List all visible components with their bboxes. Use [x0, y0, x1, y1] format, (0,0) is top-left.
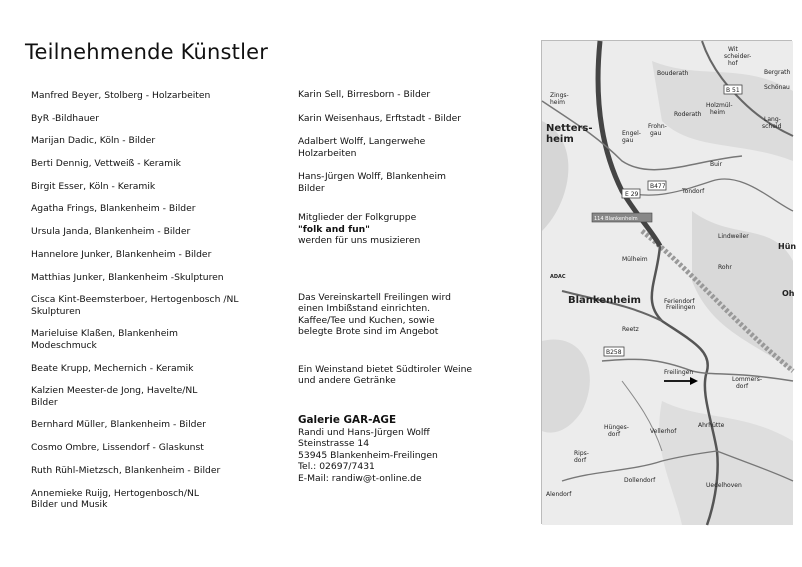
svg-text:dorf: dorf [736, 383, 749, 390]
artist-entry [31, 249, 286, 261]
svg-text:Reetz: Reetz [622, 326, 639, 333]
artist-name: Cisca Kint-Beemsterboer, Hertogenbosch /NL [31, 294, 239, 306]
artist-entry [31, 90, 286, 102]
svg-text:Frohn-: Frohn- [648, 123, 667, 130]
svg-text:scheider-: scheider- [724, 53, 752, 60]
artist-entry [31, 203, 286, 215]
wine-line: Ein Weinstand bietet Südtiroler Weine [298, 363, 473, 375]
artist-entry [31, 363, 286, 375]
svg-text:Rips-: Rips- [574, 450, 589, 457]
location-map [541, 40, 797, 524]
artist-name: Manfred Beyer, Stolberg - Holzarbeiten [31, 90, 211, 101]
svg-text:Wit: Wit [728, 46, 738, 53]
artist-entry [31, 158, 286, 170]
svg-text:Lindweiler: Lindweiler [718, 233, 749, 240]
artist-entry [31, 328, 286, 351]
artist-entry [31, 294, 286, 317]
svg-text:Alendorf: Alendorf [546, 491, 572, 498]
svg-text:Feriendorf: Feriendorf [664, 298, 695, 305]
svg-text:gau: gau [622, 137, 634, 144]
svg-text:gau: gau [650, 130, 662, 137]
svg-text:B477: B477 [650, 183, 666, 190]
folk-line-3: werden für uns musizieren [298, 235, 421, 246]
svg-text:B 51: B 51 [726, 87, 740, 94]
artist-entry [298, 171, 533, 194]
svg-text:ADAC: ADAC [550, 274, 566, 280]
svg-text:Bouderath: Bouderath [657, 70, 689, 77]
folk-line-1: Mitglieder der Folkgruppe [298, 212, 417, 223]
artist-entry [31, 442, 286, 454]
artist-name: Karin Sell, Birresborn - Bilder [298, 89, 431, 100]
svg-text:hof: hof [728, 60, 738, 67]
artist-name: Marieluise Klaßen, Blankenheim [31, 328, 178, 340]
cafe-line: Das Vereinskartell Freilingen wird [298, 291, 451, 303]
artist-medium: Modeschmuck [31, 339, 97, 351]
artist-entry [298, 113, 533, 125]
artist-name: Beate Krupp, Mechernich - Keramik [31, 362, 194, 374]
artist-entry [31, 465, 286, 477]
gallery-address [298, 414, 533, 485]
right-column [298, 89, 533, 484]
svg-text:dorf: dorf [608, 431, 621, 438]
page-title: Teilnehmende Künstler [25, 40, 269, 64]
svg-text:Bergrath: Bergrath [764, 69, 791, 76]
cafe-line: einen Imbißstand einrichten. [298, 303, 431, 314]
artist-entry [31, 488, 286, 511]
svg-text:Hün: Hün [778, 242, 797, 251]
artist-entry [31, 113, 286, 125]
artist-medium: Holzarbeiten [298, 147, 357, 159]
artist-entry [31, 419, 286, 431]
artist-list-right [298, 89, 533, 194]
svg-text:Engel-: Engel- [622, 130, 641, 137]
svg-text:Ahrhütte: Ahrhütte [698, 422, 725, 429]
svg-text:Buir: Buir [710, 161, 723, 168]
svg-text:Zings-: Zings- [550, 92, 569, 99]
artist-name: Birgit Esser, Köln - Keramik [31, 180, 156, 192]
artist-medium: Bilder und Musik [31, 499, 108, 510]
svg-text:Mülheim: Mülheim [622, 256, 648, 263]
svg-text:Lang-: Lang- [764, 116, 781, 123]
artist-name: Karin Weisenhaus, Erftstadt - Bilder [298, 112, 462, 124]
cafe-line: Kaffee/Tee und Kuchen, sowie [298, 314, 435, 326]
wine-notice [298, 364, 533, 387]
artist-name: Cosmo Ombre, Lissendorf - Glaskunst [31, 442, 204, 454]
folk-band-name: "folk and fun" [298, 223, 370, 235]
artist-name: Annemieke Ruijg, Hertogenbosch/NL [31, 487, 199, 499]
gallery-email: E-Mail: randiw@t-online.de [298, 472, 422, 484]
svg-text:heim: heim [550, 99, 566, 106]
artist-entry [31, 181, 286, 193]
svg-text:Blankenheim: Blankenheim [568, 295, 641, 306]
artist-name: Kalzien Meester-de Jong, Havelte/NL [31, 385, 198, 397]
svg-text:Schönau: Schönau [764, 84, 790, 91]
artist-entry [31, 135, 286, 147]
svg-text:Vellerhof: Vellerhof [650, 428, 677, 435]
cafe-line: belegte Brote sind im Angebot [298, 326, 439, 337]
artist-medium: Skulpturen [31, 305, 81, 317]
artist-name: Marijan Dadic, Köln - Bilder [31, 135, 156, 147]
svg-text:Tondorf: Tondorf [682, 188, 705, 195]
gallery-line: Steinstrasse 14 [298, 438, 370, 449]
gallery-line: Randi und Hans-Jürgen Wolff [298, 426, 430, 438]
folk-notice [298, 212, 533, 247]
cafe-notice [298, 292, 533, 338]
artist-entry [31, 385, 286, 408]
map-graphic [542, 41, 797, 525]
artist-list-left [31, 90, 286, 522]
svg-text:Holzmül-: Holzmül- [706, 102, 733, 109]
artist-entry [31, 272, 286, 284]
artist-name: Berti Dennig, Vettweiß - Keramik [31, 158, 181, 170]
artist-name: ByR -Bildhauer [31, 112, 99, 124]
svg-text:114 Blankenheim: 114 Blankenheim [594, 216, 638, 222]
artist-medium: Bilder [298, 182, 325, 194]
artist-entry [31, 226, 286, 238]
svg-text:Freilingen: Freilingen [666, 304, 696, 311]
svg-text:Netters-: Netters- [546, 123, 593, 134]
svg-text:heim: heim [710, 109, 726, 116]
artist-name: Agatha Frings, Blankenheim - Bilder [31, 203, 196, 215]
artist-name: Ruth Rühl-Mietzsch, Blankenheim - Bilder [31, 464, 221, 476]
gallery-line: 53945 Blankenheim-Freilingen [298, 449, 438, 461]
svg-text:Uedelhoven: Uedelhoven [706, 482, 742, 489]
artist-name: Hans-Jürgen Wolff, Blankenheim [298, 171, 446, 182]
svg-text:B258: B258 [606, 349, 622, 356]
artist-name: Bernhard Müller, Blankenheim - Bilder [31, 419, 206, 431]
artist-name: Matthias Junker, Blankenheim -Skulpturen [31, 271, 224, 283]
artist-medium: Bilder [31, 396, 58, 408]
gallery-name: Galerie GAR-AGE [298, 413, 397, 426]
svg-text:Freilingen: Freilingen [664, 369, 694, 376]
artist-name: Adalbert Wolff, Langerwehe [298, 136, 426, 147]
artist-name: Ursula Janda, Blankenheim - Bilder [31, 226, 191, 238]
svg-text:heim: heim [546, 134, 574, 145]
svg-text:Dollendorf: Dollendorf [624, 477, 656, 484]
svg-text:Oh: Oh [782, 289, 795, 298]
gallery-line: Tel.: 02697/7431 [298, 461, 375, 472]
svg-text:E 29: E 29 [625, 191, 639, 198]
svg-text:Hünges-: Hünges- [604, 424, 629, 431]
svg-text:scheid: scheid [762, 123, 782, 130]
wine-line: und andere Getränke [298, 375, 396, 386]
svg-text:Roderath: Roderath [674, 111, 702, 118]
artist-entry [298, 136, 533, 159]
svg-text:Rohr: Rohr [718, 264, 732, 271]
artist-name: Hannelore Junker, Blankenheim - Bilder [31, 248, 212, 260]
svg-text:Lommers-: Lommers- [732, 376, 763, 383]
svg-text:dorf: dorf [574, 457, 587, 464]
artist-entry [298, 89, 533, 101]
